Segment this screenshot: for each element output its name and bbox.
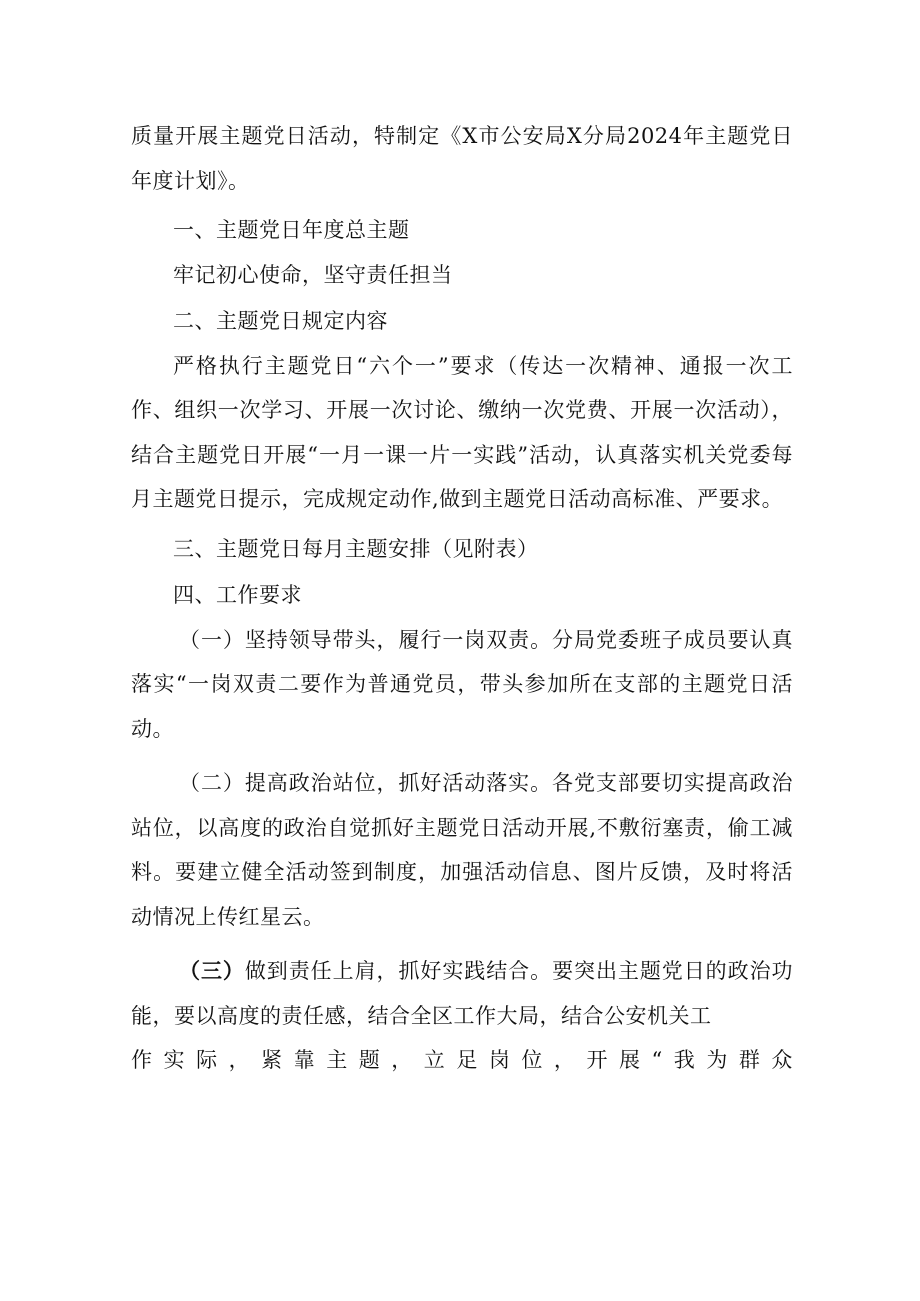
requirement-1: （一）坚持领导带头，履行一岗双责。分局党委班子成员要认真落实“一岗双责二要作为普通党员，带头参加所在支部的主题党日活动。 <box>131 627 793 741</box>
last-line-char: 靠 <box>293 1048 316 1072</box>
section-heading-3: 三、主题党日每月主题安排（见附表） <box>173 536 539 561</box>
last-line-char: ， <box>391 1048 413 1072</box>
last-line-char: 群 <box>738 1048 761 1072</box>
section-body-2: 严格执行主题党日“六个一”要求（传达一次精神、通报一次工作、组织一次学习、开展一次讨论、缴纳一次党费、开展一次活动），结合主题党日开展“一月一课一片一实践”活动，认真落实机关党委每月主题党日提示，完成规定动作,做到主题党日活动高标准、严要求。 <box>131 353 793 511</box>
last-line-char: ， <box>553 1048 576 1072</box>
last-line-char: 展 <box>618 1048 641 1072</box>
section-heading-2: 二、主题党日规定内容 <box>173 308 388 333</box>
last-line-char: 主 <box>326 1048 348 1072</box>
requirement-3-last-line <box>131 1038 793 1083</box>
requirement-3 <box>131 949 793 1038</box>
requirement-3-text: 做到责任上肩，抓好实践结合。要突出主题党日的政治功能，要以高度的责任感，结合全区工作大局，结合公安机关工 <box>131 959 794 1028</box>
last-line-char: 为 <box>706 1048 728 1072</box>
last-line-char: “ <box>651 1048 663 1072</box>
document-body <box>131 114 793 1083</box>
last-line-char: 立 <box>423 1048 446 1072</box>
last-line-char: 实 <box>163 1048 186 1072</box>
intro-paragraph: 质量开展主题党日活动，特制定《X市公安局X分局2024年主题党日年度计划》。 <box>131 124 793 193</box>
requirement-2: （二）提高政治站位，抓好活动落实。各党支部要切实提高政治站位，以高度的政治自觉抓好主题党日活动开展,不敷衍塞责，偷工减料。要建立健全活动签到制度，加强活动信息、图片反馈，及时将活动情况上传红星云。 <box>131 771 793 929</box>
last-line-char: 题 <box>358 1048 381 1072</box>
last-line-char: 位 <box>521 1048 543 1072</box>
last-line-char: 岗 <box>488 1048 511 1072</box>
section-body-1: 牢记初心使命，坚守责任担当 <box>173 263 453 287</box>
section-heading-4: 四、工作要求 <box>173 582 302 607</box>
last-line-char: ， <box>228 1048 251 1072</box>
last-line-char: 足 <box>456 1048 478 1072</box>
last-line-char: 开 <box>586 1048 608 1072</box>
section-heading-1: 一、主题党日年度总主题 <box>173 218 410 242</box>
requirement-3-lead: （三） <box>179 958 245 983</box>
last-line-char: 我 <box>673 1048 696 1072</box>
last-line-char: 作 <box>131 1048 153 1072</box>
last-line-char: 紧 <box>261 1048 283 1072</box>
last-line-char: 际 <box>196 1048 218 1072</box>
last-line-char: 众 <box>771 1048 793 1072</box>
